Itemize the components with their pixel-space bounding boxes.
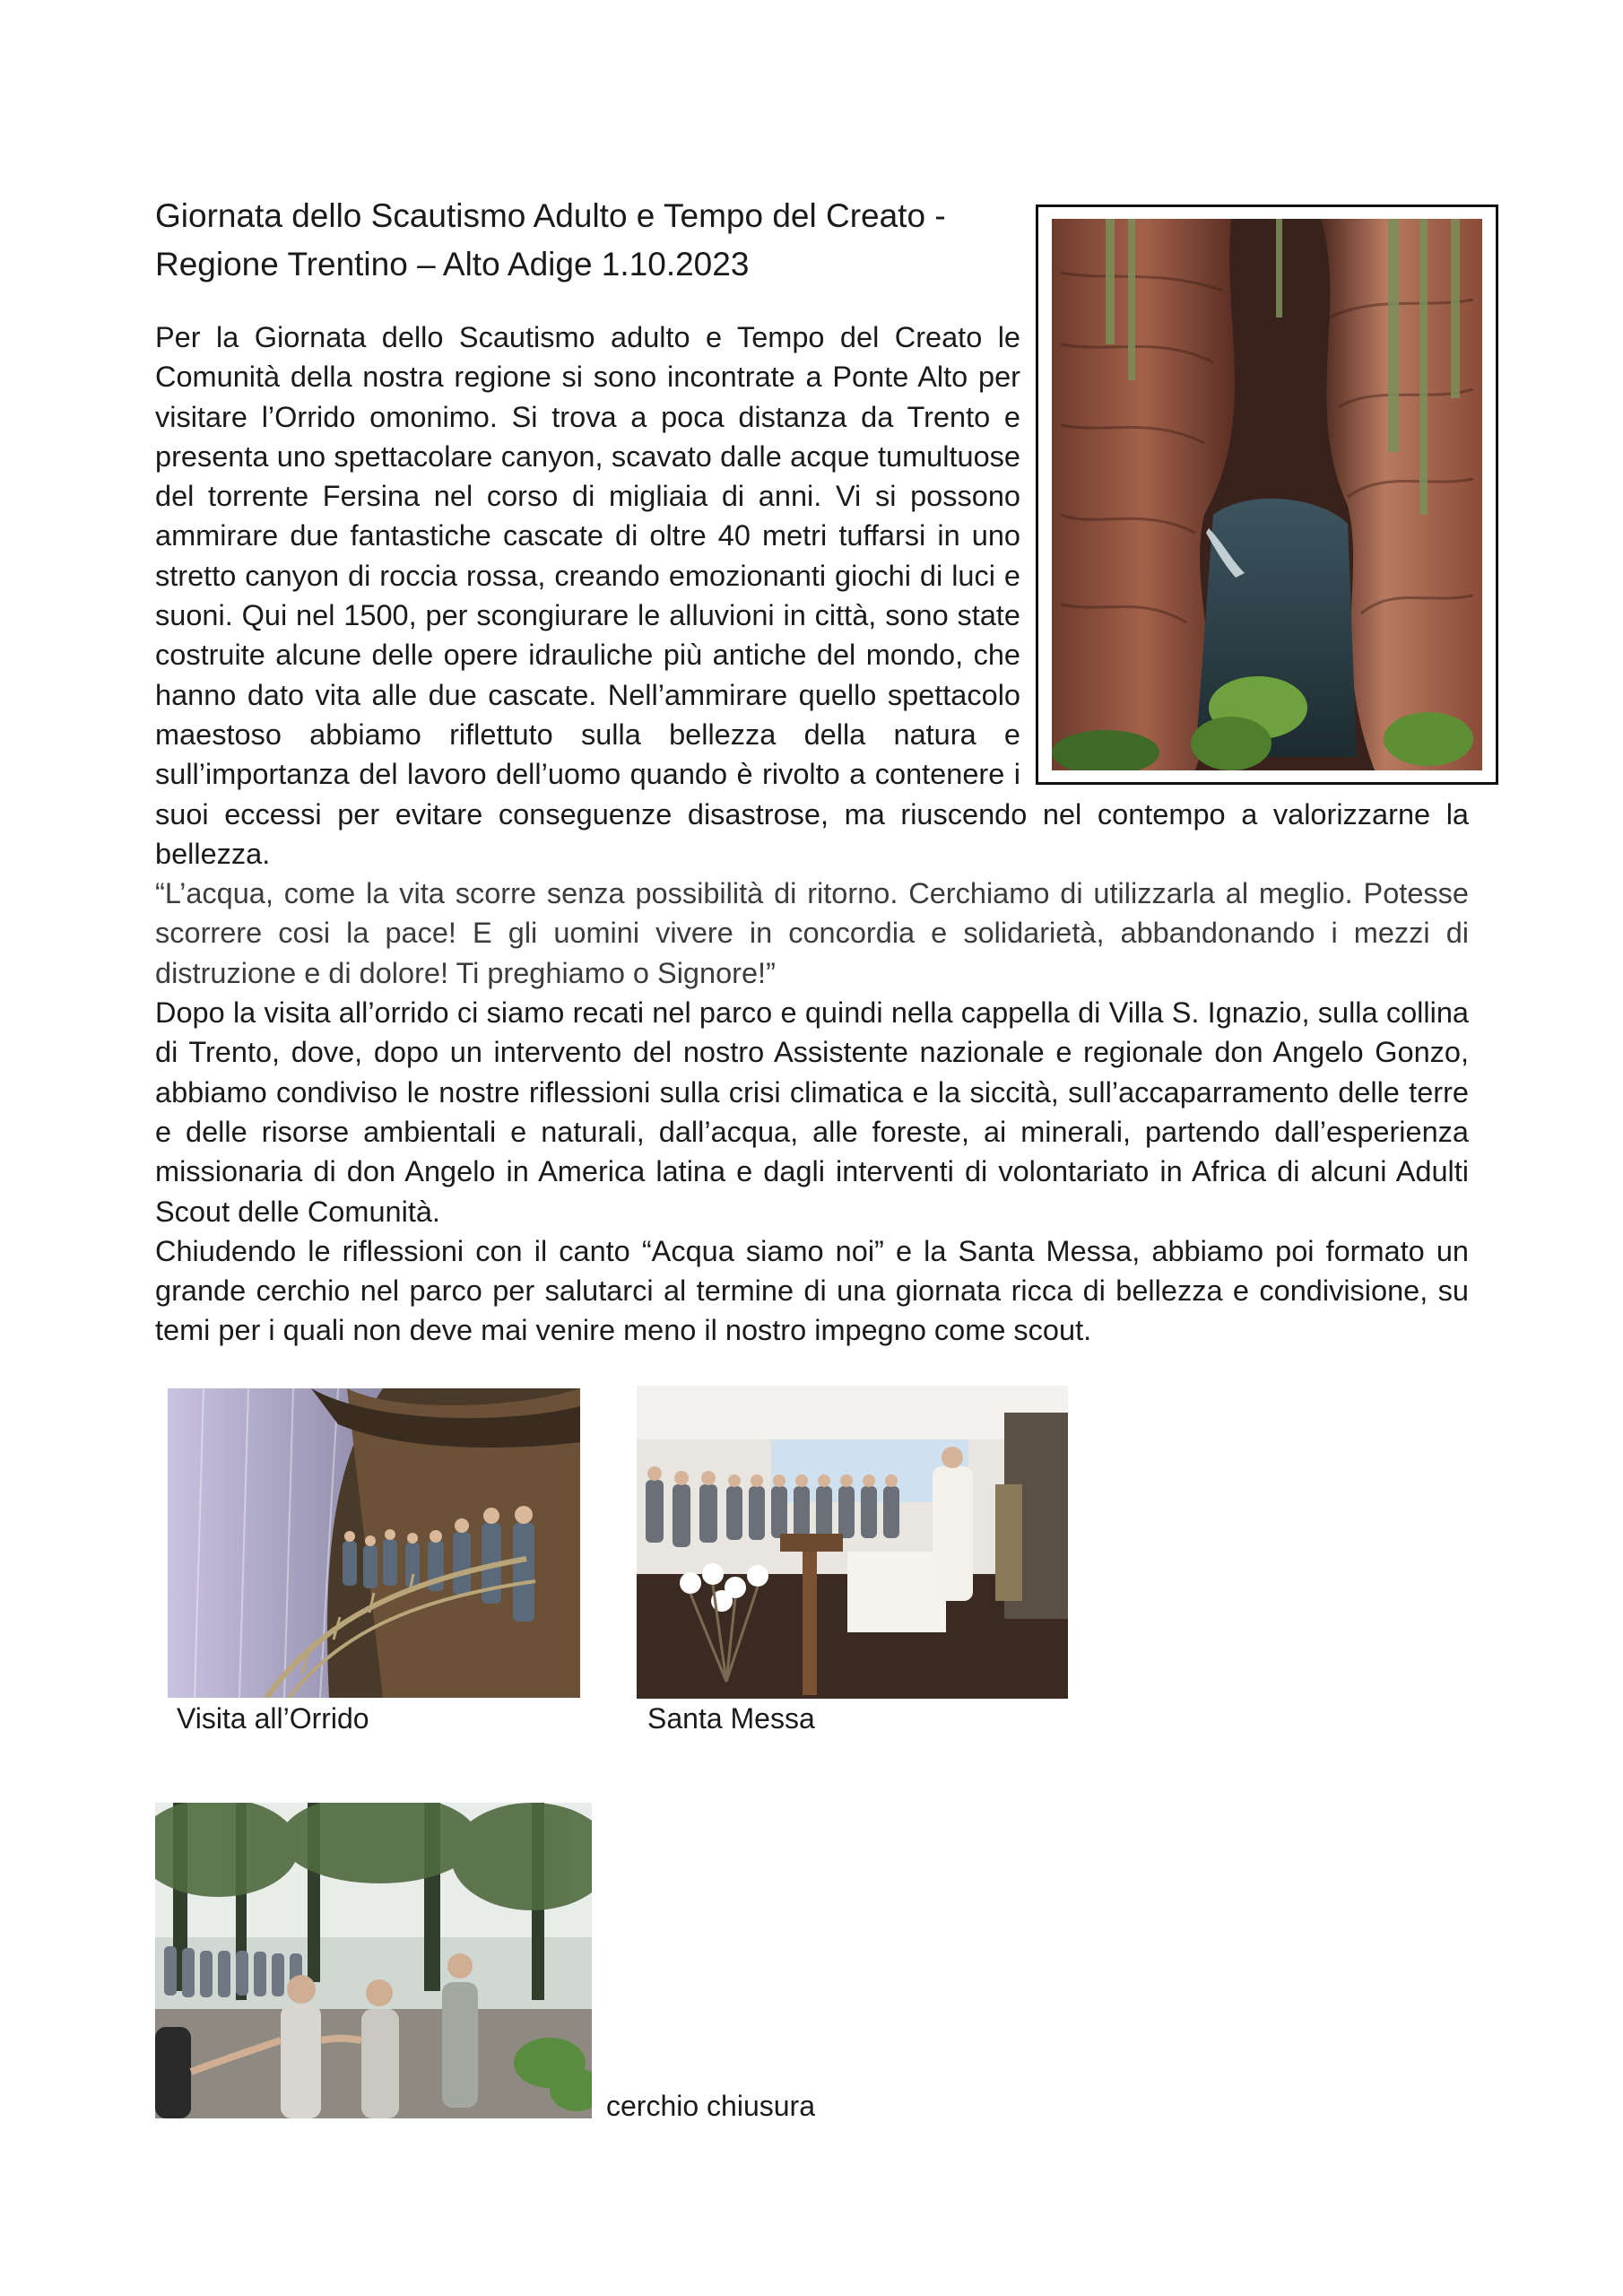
paragraph-quote: “L’acqua, come la vita scorre senza possibilità di ritorno. Cerchiamo di utilizzarla al meglio. Potesse scorrere cosi la pace! E gli uomini vivere in concordia e solidarietà, abbandonando i mezzi di distruzione e di dolore! Ti preghiamo o Signore!” (155, 877, 1469, 989)
paragraph-closing: Chiudendo le riflessioni con il canto “Acqua siamo noi” e la Santa Messa, abbiamo poi formato un grande cerchio nel parco per salutarci al termine di una giornata ricca di bellezza e condivisione, su temi per i quali non deve mai venire meno il nostro impegno come scout. (155, 1234, 1469, 1347)
caption-messa: Santa Messa (647, 1702, 815, 1735)
article-body (155, 317, 1469, 1351)
cerchio-chiusura-photo (155, 1803, 592, 2118)
page-title (155, 192, 1016, 289)
paragraph-visit: Dopo la visita all’orrido ci siamo recati nel parco e quindi nella cappella di Villa S. Ignazio, sulla collina di Trento, dove, dopo un intervento del nostro Assistente nazionale e regionale don Angelo Gonzo, abbiamo condiviso le nostre riflessioni sulla crisi climatica e la siccità, sull’accaparramento delle terre e delle risorse ambientali e naturali, dall’acqua, alle foreste, ai minerali, partendo dall’esperienza missionaria di don Angelo in America latina e dagli interventi di volontariato in Africa di alcuni Adulti Scout delle Comunità. (155, 996, 1469, 1228)
image-wrap-spacer (1020, 317, 1469, 788)
caption-cerchio: cerchio chiusura (606, 2090, 815, 2122)
title-line-2: Regione Trentino – Alto Adige 1.10.2023 (155, 246, 750, 283)
paragraph-intro: Per la Giornata dello Scautismo adulto e Tempo del Creato le Comunità della nostra regione si sono incontrate a Ponte Alto per visitare l’Orrido omonimo. Si trova a poca distanza da Trento e presenta uno spettacolare canyon, scavato dalle acque tumultuose del torrente Fersina nel corso di migliaia di anni. Vi si possono ammirare due fantastiche cascate di oltre 40 metri tuffarsi in uno stretto canyon di roccia rossa, creando emozionanti giochi di luci e suoni. Qui nel 1500, per scongiurare le alluvioni in città, sono state costruite alcune delle opere idrauliche più antiche del mondo, che hanno dato vita alle due cascate. Nell’ammirare quello spettacolo maestoso abbiamo riflettuto sulla bellezza della natura e sull’importanza del lavoro dell’uomo quando è rivolto a contenere i suoi eccessi per evitare conseguenze disastrose, ma riuscendo nel contempo a valorizzarne la bellezza. (155, 321, 1469, 870)
santa-messa-photo (637, 1386, 1068, 1699)
title-line-1: Giornata dello Scautismo Adulto e Tempo del Creato - (155, 197, 946, 234)
caption-orrido: Visita all’Orrido (177, 1702, 369, 1735)
orrido-visit-photo (168, 1388, 580, 1698)
